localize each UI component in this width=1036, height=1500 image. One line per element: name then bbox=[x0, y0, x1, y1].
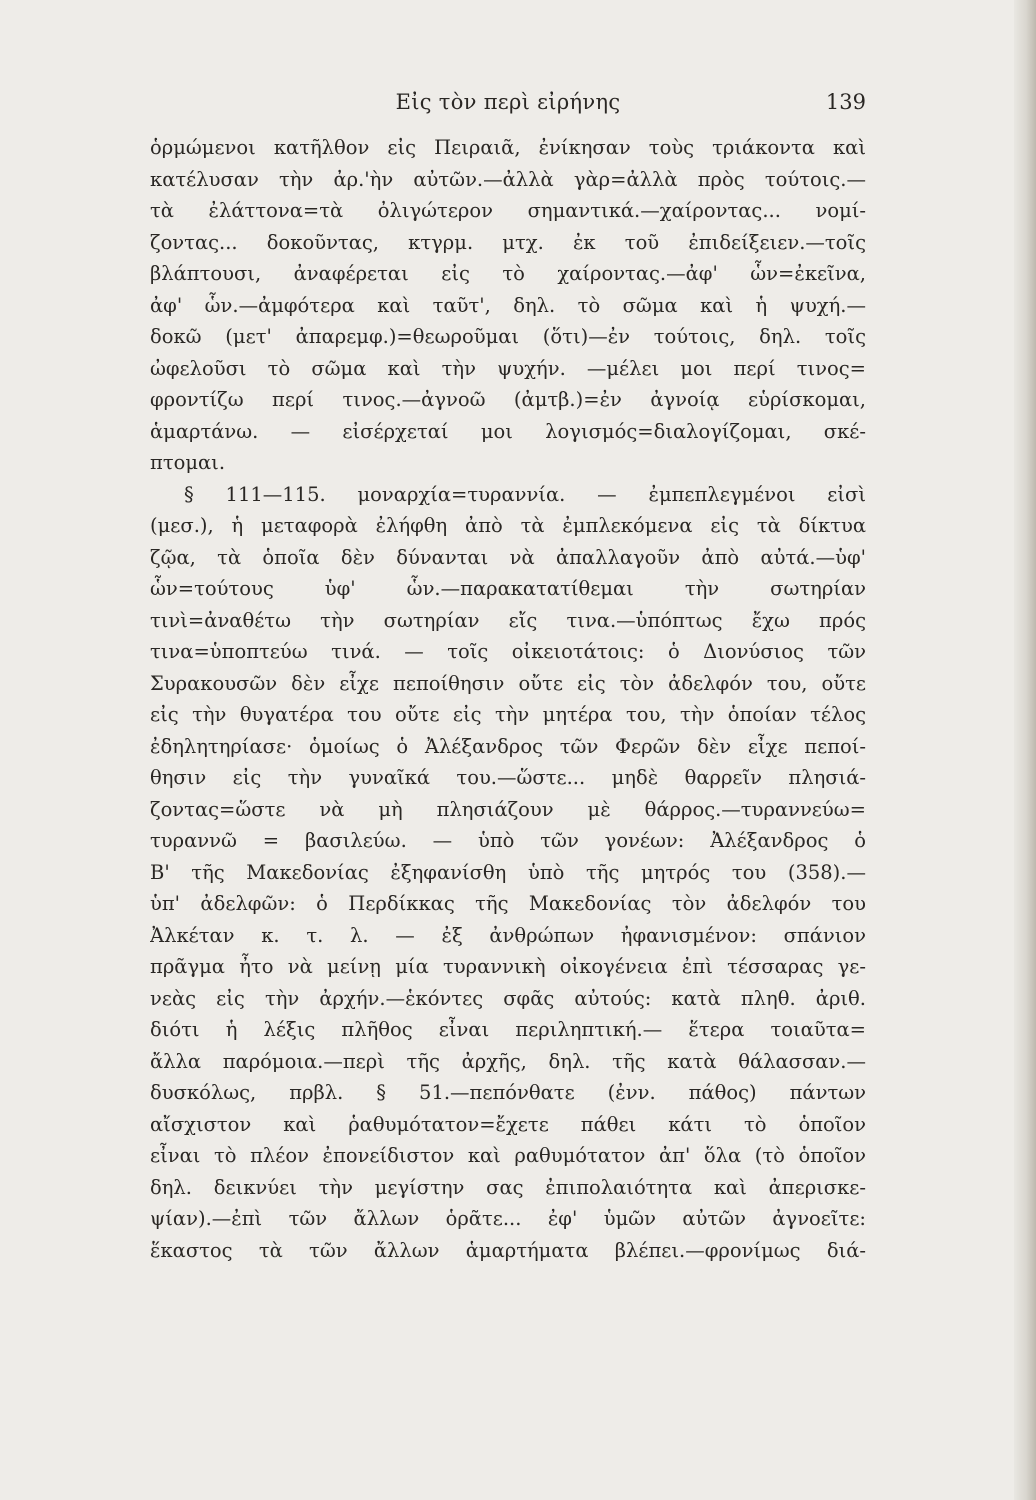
text-line: Β' τῆς Μακεδονίας ἐξηφανίσθη ὑπὸ τῆς μητρός του (358).— bbox=[150, 860, 866, 884]
text-line: ὁρμώμενοι κατῆλθον εἰς Πειραιᾶ, ἐνίκησαν τοὺς τριάκοντα καὶ bbox=[150, 136, 866, 159]
text-line: διότι ἡ λέξις πλῆθος εἶναι περιληπτική.— ἕτερα τοιαῦτα= bbox=[150, 1018, 866, 1041]
text-line: πτομαι. bbox=[150, 451, 226, 474]
text-line: τινα=ὑποπτεύω τινά. — τοῖς οἰκειοτάτοις: ὁ Διονύσιος τῶν bbox=[150, 640, 866, 663]
text-line: εἰς τὴν θυγατέρα του οὔτε εἰς τὴν μητέρα του, τὴν ὁποίαν τέλος bbox=[150, 703, 866, 726]
text-line: δυσκόλως, πρβλ. § 51.—πεπόνθατε (ἐνν. πάθος) πάντων bbox=[150, 1081, 866, 1104]
text-line: αἴσχιστον καὶ ῥαθυμότατον=ἔχετε πάθει κάτι τὸ ὁποῖον bbox=[150, 1112, 866, 1136]
text-line: νεὰς εἰς τὴν ἀρχήν.—ἑκόντες σφᾶς αὐτούς: κατὰ πληθ. ἀριθ. bbox=[150, 986, 866, 1010]
text-line: ἐδηλητηρίασε· ὁμοίως ὁ Ἀλέξανδρος τῶν Φερῶν δὲν εἶχε πεποί- bbox=[150, 734, 866, 758]
text-line: ἀφ' ὧν.—ἀμφότερα καὶ ταῦτ', δηλ. τὸ σῶμα καὶ ἡ ψυχή.— bbox=[150, 293, 866, 317]
section-heading-line: § 111—115. μοναρχία=τυραννία. — ἐμπεπλεγμένοι εἰσὶ bbox=[184, 482, 866, 506]
text-line: ψίαν).—ἐπὶ τῶν ἄλλων ὁρᾶτε... ἐφ' ὑμῶν αὐτῶν ἀγνοεῖτε: bbox=[150, 1207, 866, 1230]
text-line: ζοντας... δοκοῦντας, κτγρμ. μτχ. ἐκ τοῦ ἐπιδείξειεν.—τοῖς bbox=[150, 230, 866, 254]
text-line: (μεσ.), ἡ μεταφορὰ ἐλήφθη ἀπὸ τὰ ἐμπλεκόμενα εἰς τὰ δίκτυα bbox=[150, 514, 866, 537]
commentary-text bbox=[150, 132, 866, 1266]
text-line: ζοντας=ὥστε νὰ μὴ πλησιάζουν μὲ θάρρος.—τυραννεύω= bbox=[150, 797, 866, 821]
text-line: θησιν εἰς τὴν γυναῖκά του.—ὥστε... μηδὲ θαρρεῖν πλησιά- bbox=[150, 766, 866, 789]
text-line: κατέλυσαν τὴν ἀρ.'ὴν αὐτῶν.—ἀλλὰ γὰρ=ἀλλὰ πρὸς τούτοις.— bbox=[150, 167, 866, 191]
page-header bbox=[150, 90, 866, 124]
text-line: ἄλλα παρόμοια.—περὶ τῆς ἀρχῆς, δηλ. τῆς κατὰ θάλασσαν.— bbox=[150, 1049, 866, 1073]
text-line: Ἀλκέταν κ. τ. λ. — ἐξ ἀνθρώπων ἠφανισμένον: σπάνιον bbox=[150, 923, 866, 947]
text-line: ὑπ' ἀδελφῶν: ὁ Περδίκκας τῆς Μακεδονίας τὸν ἀδελφόν του bbox=[150, 892, 866, 915]
running-head: Εἰς τὸν περὶ εἰρήνης bbox=[395, 90, 621, 114]
page-edge-shadow bbox=[1014, 0, 1036, 1500]
page-number: 139 bbox=[825, 90, 866, 114]
text-line: εἶναι τὸ πλέον ἐπονείδιστον καὶ ραθυμότατον ἀπ' ὅλα (τὸ ὁποῖον bbox=[150, 1144, 866, 1167]
text-line: ὧν=τούτους ὑφ' ὧν.—παρακατατίθεμαι τὴν σωτηρίαν bbox=[150, 577, 866, 600]
text-line: τὰ ἐλάττονα=τὰ ὀλιγώτερον σημαντικά.—χαίροντας... νομί- bbox=[150, 199, 866, 222]
text-line: Συρακουσῶν δὲν εἶχε πεποίθησιν οὔτε εἰς τὸν ἀδελφόν του, οὔτε bbox=[150, 671, 866, 695]
text-line: φροντίζω περί τινος.—ἀγνοῶ (ἀμτβ.)=ἐν ἀγνοίᾳ εὑρίσκομαι, bbox=[150, 388, 866, 411]
text-line: βλάπτουσι, ἀναφέρεται εἰς τὸ χαίροντας.—ἀφ' ὧν=ἐκεῖνα, bbox=[150, 262, 866, 285]
text-line: δοκῶ (μετ' ἀπαρεμφ.)=θεωροῦμαι (ὅτι)—ἐν τούτοις, δηλ. τοῖς bbox=[150, 325, 866, 348]
text-line: τυραννῶ = βασιλεύω. — ὑπὸ τῶν γονέων: Ἀλέξανδρος ὁ bbox=[150, 829, 866, 852]
text-line: ζῷα, τὰ ὁποῖα δὲν δύνανται νὰ ἀπαλλαγοῦν ἀπὸ αὐτά.—ὑφ' bbox=[150, 545, 866, 569]
text-line: τινὶ=ἀναθέτω τὴν σωτηρίαν εἴς τινα.—ὑπόπτως ἔχω πρός bbox=[150, 608, 866, 632]
text-line: δηλ. δεικνύει τὴν μεγίστην σας ἐπιπολαιότητα καὶ ἀπερισκε- bbox=[150, 1175, 866, 1199]
text-line: ὠφελοῦσι τὸ σῶμα καὶ τὴν ψυχήν. —μέλει μοι περί τινος= bbox=[150, 356, 866, 380]
text-line: ἕκαστος τὰ τῶν ἄλλων ἁμαρτήματα βλέπει.—φρονίμως διά- bbox=[150, 1238, 866, 1262]
text-line: πρᾶγμα ἦτο νὰ μείνῃ μία τυραννικὴ οἰκογένεια ἐπὶ τέσσαρας γε- bbox=[150, 955, 866, 978]
text-line: ἁμαρτάνω. — εἰσέρχεταί μοι λογισμός=διαλογίζομαι, σκέ- bbox=[150, 419, 866, 443]
